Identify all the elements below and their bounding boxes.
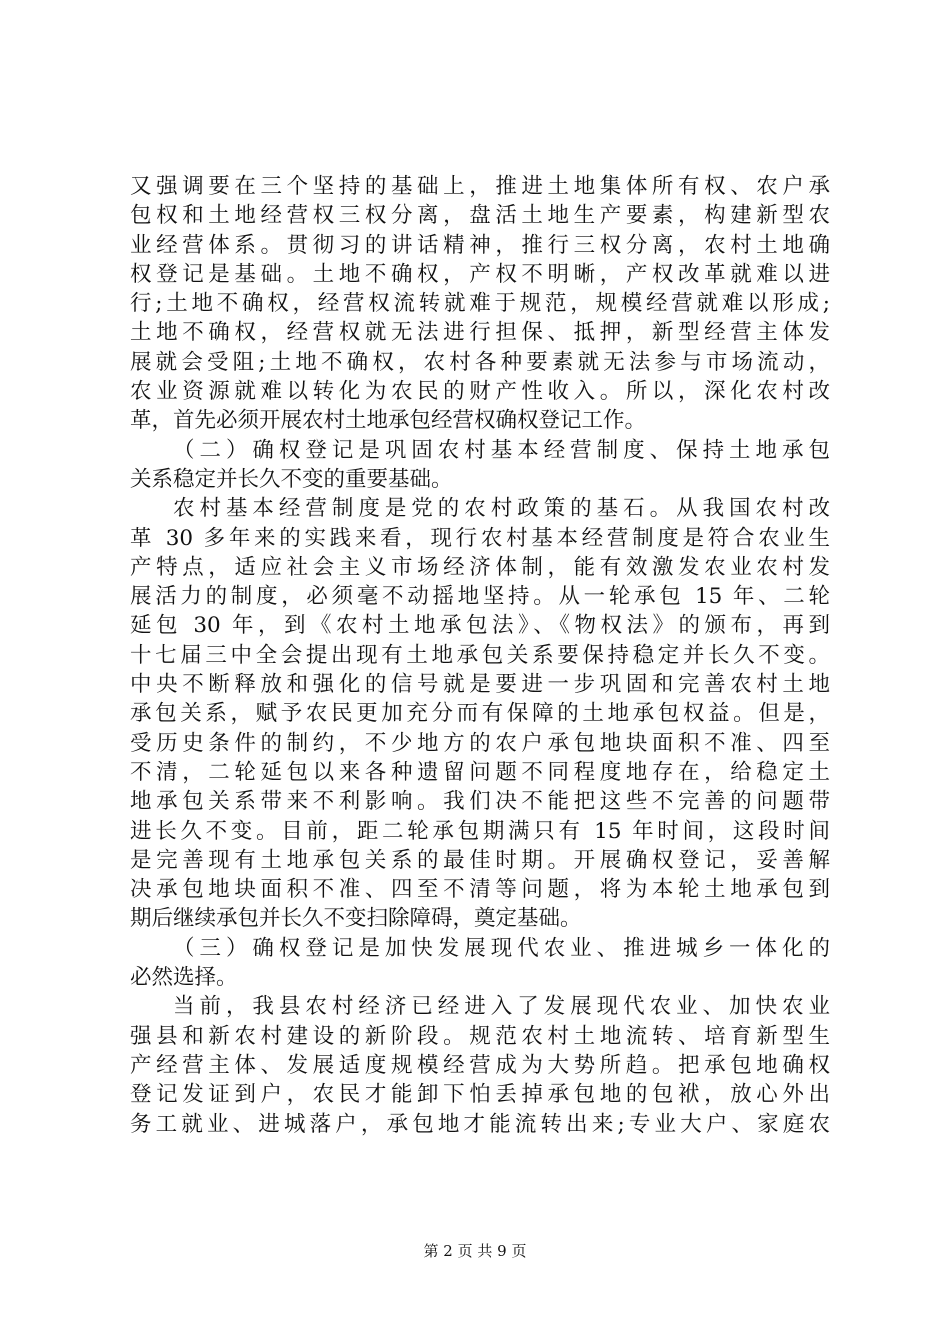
page-footer: 第 2 页 共 9 页 xyxy=(423,1242,527,1260)
text-line: 又强调要在三个坚持的基础上，推进土地集体所有权、农户承 xyxy=(130,174,830,199)
document-body xyxy=(130,172,830,1139)
text-line: （三）确权登记是加快发展现代农业、推进城乡一体化的 xyxy=(173,935,830,961)
text-line: 不清，二轮延包以来各种遗留问题不同程度地存在，给稳定土 xyxy=(130,759,830,785)
text-line: 产特点，适应社会主义市场经济体制，能有效激发农业农村发 xyxy=(130,554,830,580)
text-line: 登记发证到户，农民才能卸下怕丢掉承包地的包袱，放心外出 xyxy=(130,1082,830,1108)
text-line: 十七届三中全会提出现有土地承包关系要保持稳定并长久不变。 xyxy=(130,642,830,668)
text-line: 展活力的制度，必须毫不动摇地坚持。从一轮承包 15 年、二轮 xyxy=(130,584,830,610)
text-line: 革 30 多年来的实践来看，现行农村基本经营制度是符合农业生 xyxy=(130,525,830,551)
text-line: 受历史条件的制约，不少地方的农户承包地块面积不准、四至 xyxy=(130,730,830,756)
text-line: 必然选择。 xyxy=(130,965,238,991)
text-line: 业经营体系。贯彻习的讲话精神，推行三权分离，农村土地确 xyxy=(130,232,830,258)
text-line: 地承包关系带来不利影响。我们决不能把这些不完善的问题带 xyxy=(130,789,830,815)
text-line: （二）确权登记是巩固农村基本经营制度、保持土地承包 xyxy=(173,437,830,463)
text-line: 当前，我县农村经济已经进入了发展现代农业、加快农业 xyxy=(173,994,830,1020)
text-line: 关系稳定并长久不变的重要基础。 xyxy=(130,466,453,492)
text-line: 是完善现有土地承包关系的最佳时期。开展确权登记，妥善解 xyxy=(130,847,830,873)
text-line: 包权和土地经营权三权分离，盘活土地生产要素，构建新型农 xyxy=(130,203,830,229)
text-line: 展就会受阻;土地不确权，农村各种要素就无法参与市场流动， xyxy=(130,349,830,375)
text-line: 进长久不变。目前，距二轮承包期满只有 15 年时间，这段时间 xyxy=(130,818,830,844)
text-line: 农业资源就难以转化为农民的财产性收入。所以，深化农村改 xyxy=(130,379,830,405)
text-line: 行;土地不确权，经营权流转就难于规范，规模经营就难以形成; xyxy=(130,291,830,317)
text-line: 承包关系，赋予农民更加充分而有保障的土地承包权益。但是， xyxy=(130,701,830,727)
text-line: 强县和新农村建设的新阶段。规范农村土地流转、培育新型生 xyxy=(130,1023,830,1049)
text-line: 产经营主体、发展适度规模经营成为大势所趋。把承包地确权 xyxy=(130,1052,830,1078)
text-line: 土地不确权，经营权就无法进行担保、抵押，新型经营主体发 xyxy=(130,320,830,346)
text-line: 农村基本经营制度是党的农村政策的基石。从我国农村改 xyxy=(173,496,830,522)
text-line: 决承包地块面积不准、四至不清等问题，将为本轮土地承包到 xyxy=(130,877,830,903)
text-line: 革，首先必须开展农村土地承包经营权确权登记工作。 xyxy=(130,408,647,434)
text-line: 务工就业、进城落户，承包地才能流转出来;专业大户、家庭农 xyxy=(130,1111,830,1137)
text-line: 中央不断释放和强化的信号就是要进一步巩固和完善农村土地 xyxy=(130,672,830,698)
text-line: 权登记是基础。土地不确权，产权不明晰，产权改革就难以进 xyxy=(130,261,830,287)
text-line: 延包 30 年，到《农村土地承包法》、《物权法》的颁布，再到 xyxy=(130,613,830,639)
text-line: 期后继续承包并长久不变扫除障碍，奠定基础。 xyxy=(130,906,582,932)
